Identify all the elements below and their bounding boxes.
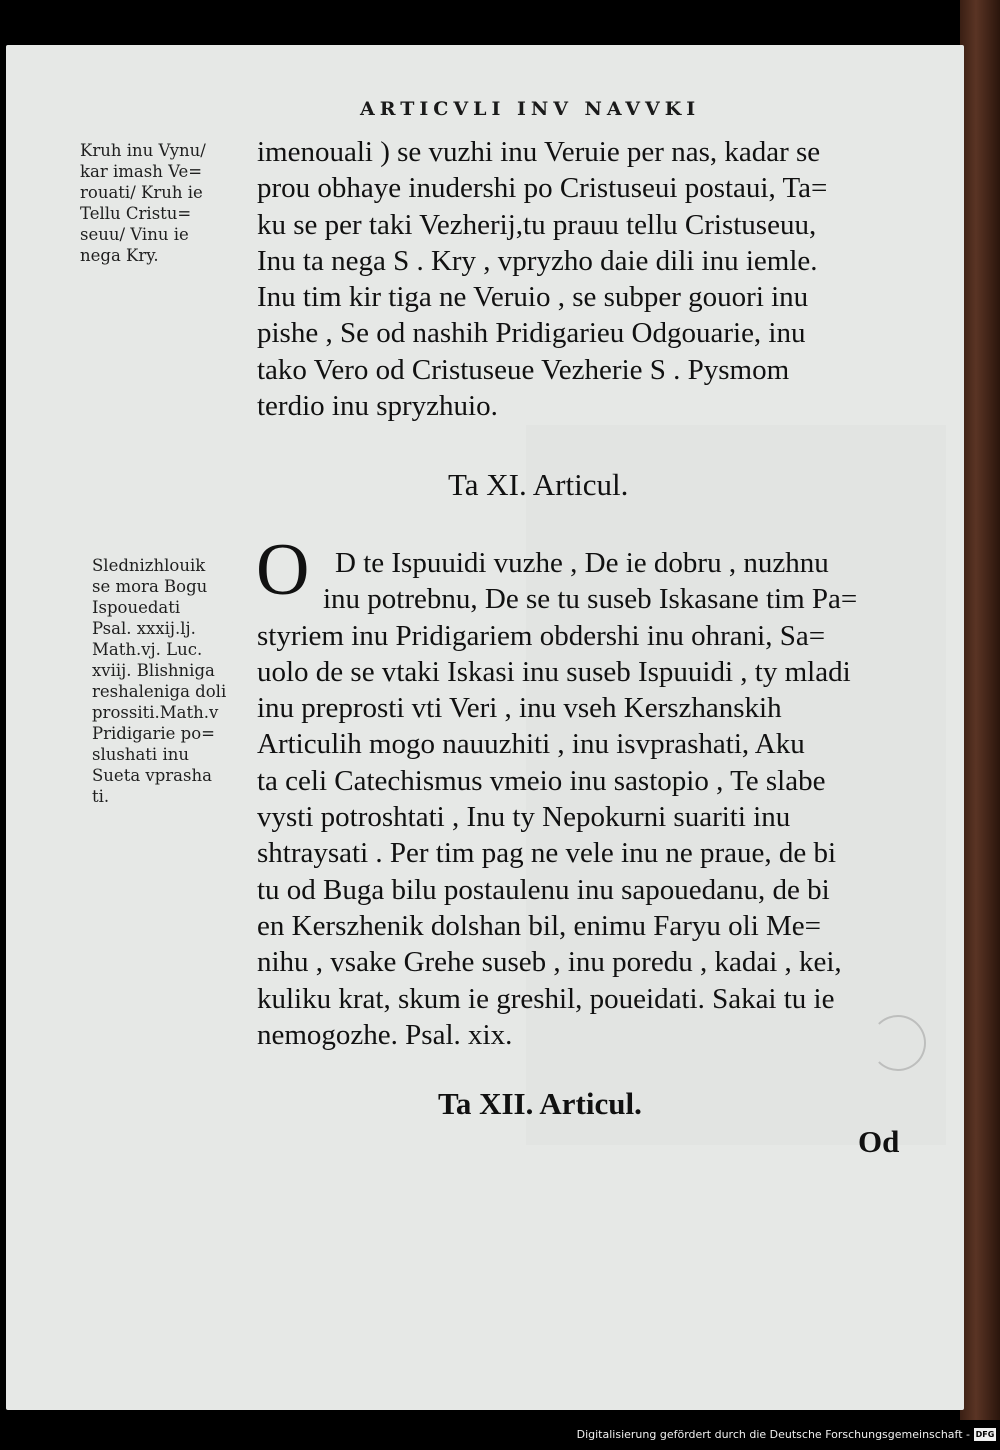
- text-line: imenouali ) se vuzhi inu Veruie per nas, kadar se: [257, 136, 821, 168]
- margin-note-2: [92, 555, 262, 807]
- text-line: nemogozhe. Psal. xix.: [257, 1018, 513, 1051]
- catchword: Od: [858, 1124, 900, 1159]
- footer-credit: Digitalisierung gefördert durch die Deutsche Forschungsgemeinschaft -: [576, 1428, 970, 1441]
- margin-note-line: Math.vj. Luc.: [92, 640, 203, 659]
- footer-bar: [0, 1425, 1000, 1450]
- paragraph-1: [257, 134, 927, 424]
- dfg-logo: DFG: [975, 1430, 995, 1439]
- margin-note-line: Pridigarie po=: [92, 724, 216, 743]
- text-line: inu potrebnu, De se tu suseb Iskasane tim Pa=: [323, 583, 858, 616]
- text-line: shtraysati . Per tim pag ne vele inu ne praue, de bi: [257, 837, 837, 870]
- text-line: nihu , vsake Grehe suseb , inu poredu , kadai , kei,: [257, 946, 842, 979]
- margin-note-line: ti.: [92, 787, 110, 806]
- drop-cap: O: [256, 529, 310, 611]
- text-line: inu preprosti vti Veri , inu vseh Kerszhanskih: [257, 692, 782, 725]
- margin-note-line: se mora Bogu: [92, 577, 208, 596]
- text-line: en Kerszhenik dolshan bil, enimu Faryu oli Me=: [257, 909, 822, 942]
- text-line: uolo de se vtaki Iskasi inu suseb Ispuuidi , ty mladi: [257, 655, 851, 688]
- article-heading-11: Ta XI. Articul.: [448, 467, 629, 502]
- book-binding: [960, 0, 1000, 1420]
- margin-note-line: seuu/ Vinu ie: [80, 225, 189, 244]
- margin-note-line: Kruh inu Vynu/: [80, 141, 206, 160]
- text-line: tako Vero od Cristuseue Vezherie S . Pysmom: [257, 353, 790, 386]
- text-line: ta celi Catechismus vmeio inu sastopio , Te slabe: [257, 764, 826, 797]
- margin-note-line: Tellu Cristu=: [80, 204, 192, 223]
- article-heading-12: Ta XII. Articul.: [438, 1086, 642, 1121]
- margin-note-line: Slednizhlouik: [92, 556, 206, 575]
- text-line: terdio inu spryzhuio.: [257, 390, 498, 423]
- text-line: pishe , Se od nashih Pridigarieu Odgouarie, inu: [257, 317, 806, 350]
- margin-note-line: Ispouedati: [92, 598, 181, 617]
- text-line: tu od Buga bilu postaulenu inu sapouedanu, de bi: [257, 873, 830, 906]
- text-line: vysti potroshtati , Inu ty Nepokurni suariti inu: [257, 801, 791, 834]
- text-line: Inu ta nega S . Kry , vpryzho daie dili inu iemle.: [257, 244, 818, 277]
- running-title: ARTICVLI INV NAVVKI: [360, 98, 701, 120]
- margin-note-line: reshaleniga doli: [92, 682, 227, 701]
- text-line: ku se per taki Vezherij,tu prauu tellu Cristuseuu,: [257, 208, 817, 241]
- text-line: Inu tim kir tiga ne Veruio , se subper gouori inu: [257, 281, 809, 314]
- text-line: kuliku krat, skum ie greshil, poueidati. Sakai tu ie: [257, 982, 835, 1015]
- text-line: styriem inu Pridigariem obdershi inu ohrani, Sa=: [257, 619, 826, 652]
- margin-note-line: rouati/ Kruh ie: [80, 183, 203, 202]
- margin-note-line: xviij. Blishniga: [92, 661, 215, 680]
- margin-note-line: Sueta vprasha: [92, 766, 212, 785]
- paragraph-2: [257, 545, 927, 1053]
- margin-note-line: slushati inu: [92, 745, 189, 764]
- margin-note-line: Psal. xxxij.lj.: [92, 619, 196, 638]
- margin-note-line: prossiti.Math.v: [92, 703, 219, 722]
- margin-note-line: kar imash Ve=: [80, 162, 203, 181]
- text-line: D te Ispuuidi vuzhe , De ie dobru , nuzhnu: [335, 547, 829, 579]
- margin-note-1: [80, 140, 250, 266]
- paper-ring-mark: [870, 1015, 926, 1071]
- text-line: Articulih mogo nauuzhiti , inu isvprashati, Aku: [257, 728, 805, 761]
- margin-note-line: nega Kry.: [80, 246, 159, 265]
- text-line: prou obhaye inudershi po Cristuseui postaui, Ta=: [257, 172, 828, 205]
